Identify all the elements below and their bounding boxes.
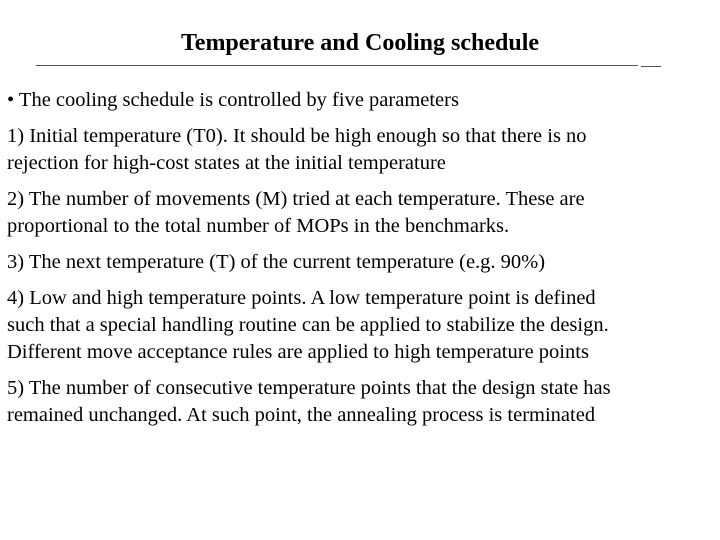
intro-bullet <box>7 87 717 114</box>
parameter-item-3 <box>7 249 717 276</box>
parameter-item-4-line-3: Different move acceptance rules are applied to high temperature points <box>7 341 589 363</box>
parameter-item-1 <box>7 123 717 177</box>
parameter-item-1-line-2: rejection for high-cost states at the initial temperature <box>7 152 446 174</box>
title-underline <box>36 65 638 66</box>
title-underline-tail <box>641 66 661 67</box>
parameter-item-5-line-1: 5) The number of consecutive temperature points that the design state has <box>7 377 611 399</box>
parameter-item-4-line-2: such that a special handling routine can be applied to stabilize the design. <box>7 314 609 336</box>
parameter-item-5 <box>7 375 717 429</box>
intro-text: • The cooling schedule is controlled by five parameters <box>7 89 459 111</box>
slide-body <box>7 87 717 438</box>
parameter-item-3-line-1: 3) The next temperature (T) of the current temperature (e.g. 90%) <box>7 251 546 273</box>
parameter-item-4-line-1: 4) Low and high temperature points. A low temperature point is defined <box>7 287 596 309</box>
parameter-item-2-line-2: proportional to the total number of MOPs in the benchmarks. <box>7 215 510 237</box>
parameter-item-2 <box>7 186 717 240</box>
parameter-item-5-line-2: remained unchanged. At such point, the annealing process is terminated <box>7 404 596 426</box>
parameter-item-1-line-1: 1) Initial temperature (T0). It should be high enough so that there is no <box>7 125 587 147</box>
slide-title: Temperature and Cooling schedule <box>180 30 540 56</box>
parameter-item-4 <box>7 285 717 366</box>
parameter-item-2-line-1: 2) The number of movements (M) tried at each temperature. These are <box>7 188 585 210</box>
